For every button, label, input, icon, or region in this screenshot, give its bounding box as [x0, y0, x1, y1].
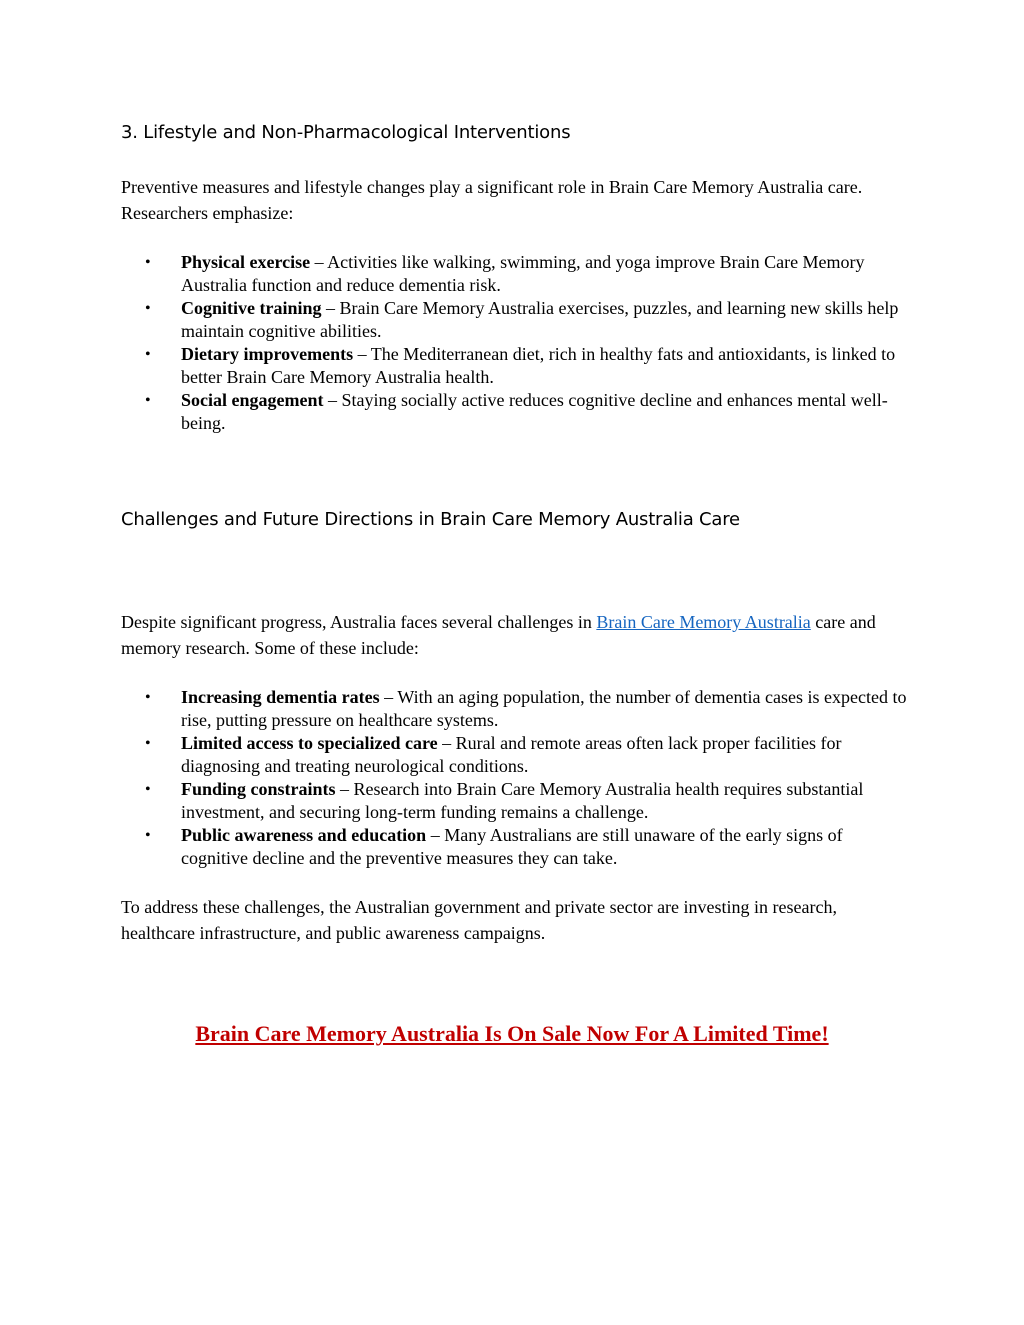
- brain-care-memory-link[interactable]: Brain Care Memory Australia: [596, 612, 811, 632]
- list-item: [121, 824, 911, 870]
- item-term: Cognitive training: [181, 298, 322, 318]
- bullet-icon: •: [145, 781, 151, 798]
- list-item: [121, 686, 911, 732]
- intro-text: Despite significant progress, Australia faces several challenges in: [121, 612, 597, 632]
- item-term: Increasing dementia rates: [181, 687, 380, 707]
- list-item: [121, 343, 911, 389]
- item-term: Public awareness and education: [181, 825, 427, 845]
- item-text: – With an aging population, the number of dementia cases is expected to rise, putting pressure on healthcare systems.: [181, 687, 907, 730]
- challenges-intro: [121, 609, 911, 661]
- bullet-icon: •: [145, 300, 151, 317]
- intro-text-after: care and memory research. Some of these include:: [121, 612, 876, 658]
- bullet-icon: •: [145, 689, 151, 706]
- item-term: Dietary improvements: [181, 344, 354, 364]
- list-item: [121, 251, 911, 297]
- sale-cta-link[interactable]: Brain Care Memory Australia Is On Sale Now For A Limited Time!: [195, 1021, 829, 1046]
- section-heading-lifestyle: 3. Lifestyle and Non-Pharmacological Interventions: [121, 122, 571, 143]
- challenges-closing: To address these challenges, the Australian government and private sector are investing in research, healthcare infrastructure, and public awareness campaigns.: [121, 897, 837, 943]
- list-item: [121, 778, 911, 824]
- bullet-icon: •: [145, 392, 151, 409]
- item-text: – Activities like walking, swimming, and yoga improve Brain Care Memory Australia function and reduce dementia risk.: [181, 252, 865, 295]
- item-text: – Research into Brain Care Memory Australia health requires substantial investment, and securing long-term funding remains a challenge.: [181, 779, 864, 822]
- challenges-list: [121, 686, 911, 870]
- lifestyle-list: [121, 251, 911, 435]
- item-term: Social engagement: [181, 390, 324, 410]
- bullet-icon: •: [145, 346, 151, 363]
- item-text: – Brain Care Memory Australia exercises, puzzles, and learning new skills help maintain cognitive abilities.: [181, 298, 899, 341]
- item-term: Limited access to specialized care: [181, 733, 438, 753]
- list-item: [121, 389, 911, 435]
- list-item: [121, 732, 911, 778]
- lifestyle-intro: Preventive measures and lifestyle changes play a significant role in Brain Care Memory Australia care. Researchers emphasize:: [121, 177, 863, 223]
- item-text: – Many Australians are still unaware of the early signs of cognitive decline and the preventive measures they can take.: [181, 825, 843, 868]
- item-text: – Rural and remote areas often lack proper facilities for diagnosing and treating neurological conditions.: [181, 733, 842, 776]
- bullet-icon: •: [145, 735, 151, 752]
- item-term: Physical exercise: [181, 252, 311, 272]
- bullet-icon: •: [145, 254, 151, 271]
- list-item: [121, 297, 911, 343]
- section-heading-challenges: Challenges and Future Directions in Brain Care Memory Australia Care: [121, 509, 740, 530]
- bullet-icon: •: [145, 827, 151, 844]
- item-text: – The Mediterranean diet, rich in healthy fats and antioxidants, is linked to better Brain Care Memory Australia health.: [181, 344, 896, 387]
- item-text: – Staying socially active reduces cognitive decline and enhances mental well-being.: [181, 390, 888, 433]
- item-term: Funding constraints: [181, 779, 336, 799]
